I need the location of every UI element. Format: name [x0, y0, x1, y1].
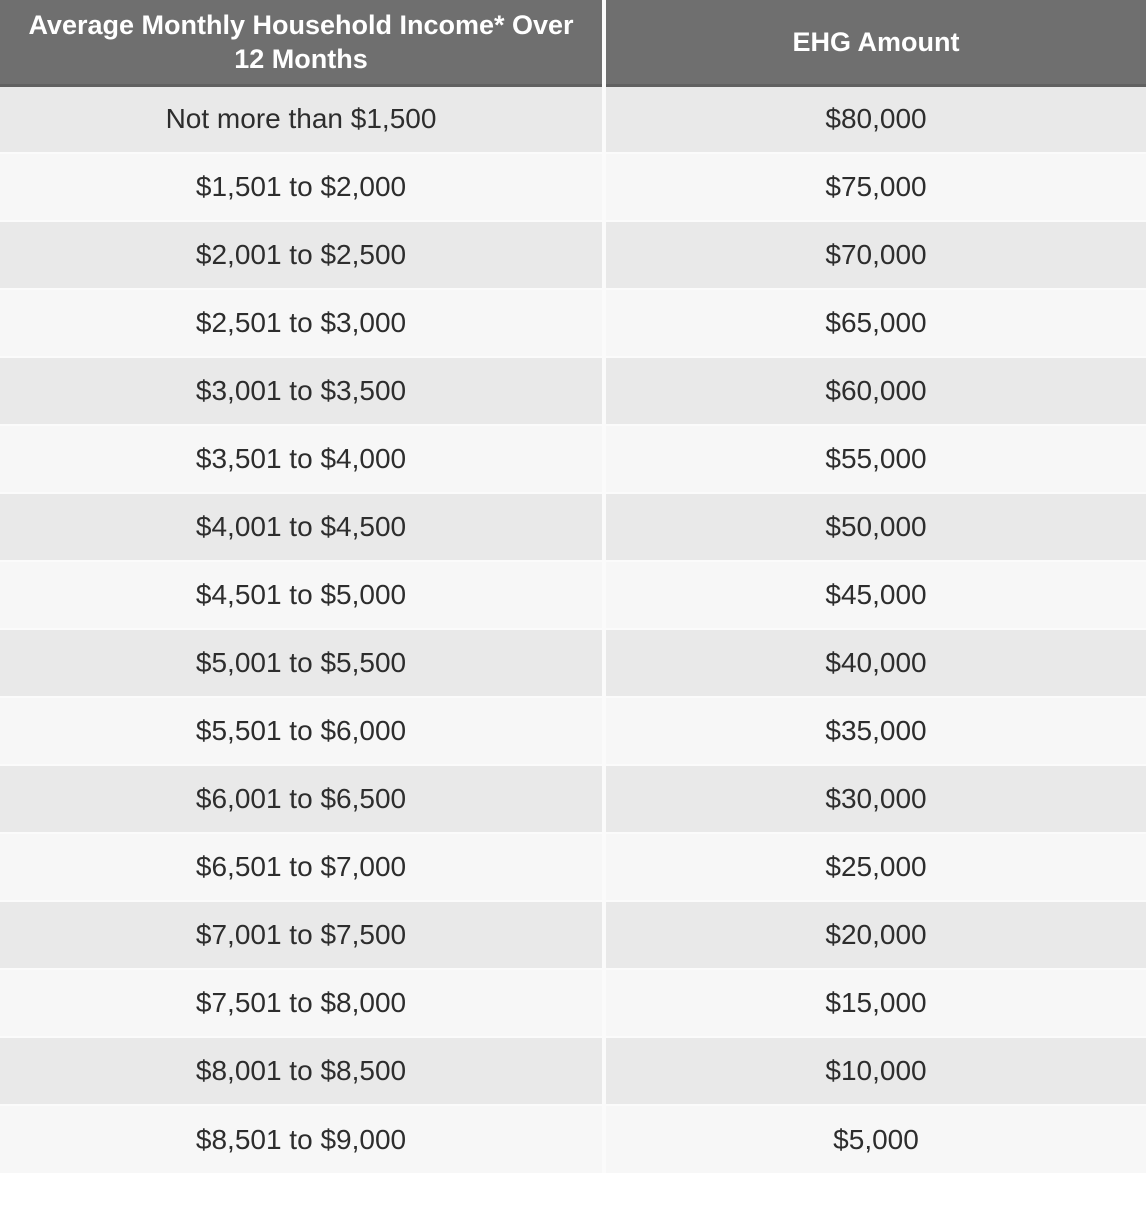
income-range-cell: $2,501 to $3,000 — [0, 289, 604, 357]
income-range-cell: $7,001 to $7,500 — [0, 901, 604, 969]
table-row — [0, 493, 1146, 561]
income-range-cell: $3,501 to $4,000 — [0, 425, 604, 493]
ehg-amount-cell: $20,000 — [604, 901, 1146, 969]
income-range-cell: $4,001 to $4,500 — [0, 493, 604, 561]
income-range-cell: $6,001 to $6,500 — [0, 765, 604, 833]
ehg-amount-cell: $35,000 — [604, 697, 1146, 765]
ehg-amount-cell: $80,000 — [604, 85, 1146, 153]
ehg-amount-cell: $15,000 — [604, 969, 1146, 1037]
income-range-cell: $2,001 to $2,500 — [0, 221, 604, 289]
ehg-amount-cell: $10,000 — [604, 1037, 1146, 1105]
ehg-amount-cell: $70,000 — [604, 221, 1146, 289]
ehg-amount-cell: $75,000 — [604, 153, 1146, 221]
ehg-amount-cell: $5,000 — [604, 1105, 1146, 1173]
column-header-ehg-amount: EHG Amount — [604, 0, 1146, 85]
ehg-amount-cell: $55,000 — [604, 425, 1146, 493]
table-row — [0, 833, 1146, 901]
table-row — [0, 357, 1146, 425]
table-row — [0, 1105, 1146, 1173]
income-range-cell: $3,001 to $3,500 — [0, 357, 604, 425]
ehg-amount-cell: $25,000 — [604, 833, 1146, 901]
table-row — [0, 221, 1146, 289]
table-row — [0, 85, 1146, 153]
income-range-cell: $8,001 to $8,500 — [0, 1037, 604, 1105]
income-range-cell: Not more than $1,500 — [0, 85, 604, 153]
table-row — [0, 697, 1146, 765]
income-range-cell: $1,501 to $2,000 — [0, 153, 604, 221]
table-row — [0, 901, 1146, 969]
table-row — [0, 289, 1146, 357]
table-row — [0, 561, 1146, 629]
income-range-cell: $5,001 to $5,500 — [0, 629, 604, 697]
income-range-cell: $5,501 to $6,000 — [0, 697, 604, 765]
header-row — [0, 0, 1146, 85]
ehg-amount-cell: $40,000 — [604, 629, 1146, 697]
income-range-cell: $7,501 to $8,000 — [0, 969, 604, 1037]
ehg-amount-cell: $65,000 — [604, 289, 1146, 357]
column-header-income: Average Monthly Household Income* Over 12 Months — [0, 0, 604, 85]
income-range-cell: $8,501 to $9,000 — [0, 1105, 604, 1173]
ehg-amount-cell: $45,000 — [604, 561, 1146, 629]
ehg-amount-cell: $50,000 — [604, 493, 1146, 561]
income-range-cell: $6,501 to $7,000 — [0, 833, 604, 901]
table-row — [0, 1037, 1146, 1105]
table-row — [0, 629, 1146, 697]
ehg-amount-cell: $30,000 — [604, 765, 1146, 833]
table-row — [0, 153, 1146, 221]
ehg-amount-cell: $60,000 — [604, 357, 1146, 425]
table-row — [0, 969, 1146, 1037]
table-row — [0, 425, 1146, 493]
table-row — [0, 765, 1146, 833]
income-range-cell: $4,501 to $5,000 — [0, 561, 604, 629]
